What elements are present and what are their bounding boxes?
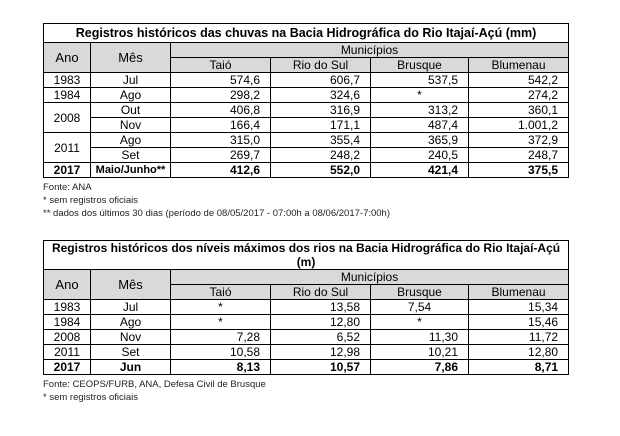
col-header-city: Brusque	[371, 58, 469, 73]
cell-value: 12,80	[271, 315, 371, 330]
table-row	[44, 73, 569, 88]
table-row	[44, 315, 569, 330]
table-row	[44, 103, 569, 118]
cell-value: 298,2	[171, 88, 271, 103]
table-row	[44, 163, 569, 178]
col-header-city: Brusque	[371, 285, 469, 300]
cell-value: 372,9	[469, 133, 569, 148]
cell-ano: 1983	[44, 300, 91, 315]
cell-ano: 1984	[44, 315, 91, 330]
table-row	[44, 148, 569, 163]
cell-value: 7,28	[171, 330, 271, 345]
cell-mes: Ago	[91, 133, 171, 148]
cell-mes: Ago	[91, 315, 171, 330]
cell-value: 355,4	[271, 133, 371, 148]
cell-value: 324,6	[271, 88, 371, 103]
cell-value: 406,8	[171, 103, 271, 118]
cell-value: 375,5	[469, 163, 569, 178]
river-levels-notes	[43, 378, 568, 404]
col-header-municipios: Municípios	[171, 270, 569, 285]
cell-value: 15,46	[469, 315, 569, 330]
table-row	[44, 118, 569, 133]
col-header-city: Blumenau	[469, 58, 569, 73]
col-header-mes: Mês	[91, 43, 171, 73]
col-header-city: Taió	[171, 285, 271, 300]
river-levels-table-title: Registros históricos dos níveis máximos dos rios na Bacia Hidrográfica do Rio Itajaí-Açú (m)	[44, 241, 569, 270]
cell-value: 8,13	[171, 360, 271, 375]
cell-mes: Set	[91, 345, 171, 360]
river-levels-table	[43, 240, 569, 375]
cell-value: 316,9	[271, 103, 371, 118]
cell-value: 365,9	[371, 133, 469, 148]
cell-ano: 2011	[44, 133, 91, 163]
cell-value: *	[371, 88, 469, 103]
cell-value: 1.001,2	[469, 118, 569, 133]
cell-value: *	[171, 300, 271, 315]
cell-mes: Maio/Junho**	[91, 163, 171, 178]
table-row	[44, 360, 569, 375]
cell-value: 12,98	[271, 345, 371, 360]
cell-value: 487,4	[371, 118, 469, 133]
table-row	[44, 300, 569, 315]
col-header-city: Rio do Sul	[271, 285, 371, 300]
cell-value: 537,5	[371, 73, 469, 88]
rainfall-table-title: Registros históricos das chuvas na Bacia Hidrográfica do Rio Itajaí-Açú (mm)	[44, 24, 569, 43]
cell-ano: 2008	[44, 103, 91, 133]
cell-mes: Jul	[91, 73, 171, 88]
cell-value: 10,57	[271, 360, 371, 375]
note-period: ** dados dos últimos 30 dias (período de 08/05/2017 - 07:00h a 08/06/2017-7:00h)	[43, 208, 391, 219]
rainfall-section	[43, 23, 568, 220]
cell-value: 274,2	[469, 88, 569, 103]
cell-value: 240,5	[371, 148, 469, 163]
table-row	[44, 88, 569, 103]
cell-value: 360,1	[469, 103, 569, 118]
cell-value: 171,1	[271, 118, 371, 133]
cell-value: 313,2	[371, 103, 469, 118]
cell-value: 15,34	[469, 300, 569, 315]
cell-mes: Set	[91, 148, 171, 163]
cell-value: 13,58	[271, 300, 371, 315]
cell-value: 10,58	[171, 345, 271, 360]
cell-value: 421,4	[371, 163, 469, 178]
cell-ano: 1984	[44, 88, 91, 103]
cell-mes: Jul	[91, 300, 171, 315]
note-no-record: * sem registros oficiais	[43, 195, 139, 206]
cell-value: 606,7	[271, 73, 371, 88]
cell-value: 11,30	[371, 330, 469, 345]
col-header-mes: Mês	[91, 270, 171, 300]
cell-value: 7,54	[371, 300, 469, 315]
table-row	[44, 133, 569, 148]
cell-ano: 2017	[44, 163, 91, 178]
cell-mes: Nov	[91, 118, 171, 133]
cell-value: 248,2	[271, 148, 371, 163]
cell-value: 269,7	[171, 148, 271, 163]
cell-value: *	[371, 315, 469, 330]
note-source: Fonte: ANA	[43, 182, 92, 193]
cell-mes: Nov	[91, 330, 171, 345]
cell-mes: Ago	[91, 88, 171, 103]
river-levels-section	[43, 240, 568, 404]
note-no-record: * sem registros oficiais	[43, 392, 139, 403]
cell-value: 12,80	[469, 345, 569, 360]
cell-value: 248,7	[469, 148, 569, 163]
cell-value: 11,72	[469, 330, 569, 345]
cell-ano: 2017	[44, 360, 91, 375]
cell-ano: 2008	[44, 330, 91, 345]
rainfall-table	[43, 23, 569, 178]
col-header-city: Blumenau	[469, 285, 569, 300]
cell-ano: 2011	[44, 345, 91, 360]
cell-value: 6,52	[271, 330, 371, 345]
rainfall-notes	[43, 181, 568, 220]
cell-value: 574,6	[171, 73, 271, 88]
cell-value: 315,0	[171, 133, 271, 148]
cell-value: 10,21	[371, 345, 469, 360]
cell-ano: 1983	[44, 73, 91, 88]
table-row	[44, 345, 569, 360]
cell-value: 8,71	[469, 360, 569, 375]
cell-mes: Jun	[91, 360, 171, 375]
note-source: Fonte: CEOPS/FURB, ANA, Defesa Civil de Brusque	[43, 379, 266, 390]
col-header-city: Taió	[171, 58, 271, 73]
col-header-ano: Ano	[44, 43, 91, 73]
table-row	[44, 330, 569, 345]
cell-value: *	[171, 315, 271, 330]
col-header-municipios: Municípios	[171, 43, 569, 58]
cell-value: 552,0	[271, 163, 371, 178]
cell-value: 412,6	[171, 163, 271, 178]
col-header-city: Rio do Sul	[271, 58, 371, 73]
cell-value: 166,4	[171, 118, 271, 133]
col-header-ano: Ano	[44, 270, 91, 300]
cell-mes: Out	[91, 103, 171, 118]
cell-value: 7,86	[371, 360, 469, 375]
cell-value: 542,2	[469, 73, 569, 88]
